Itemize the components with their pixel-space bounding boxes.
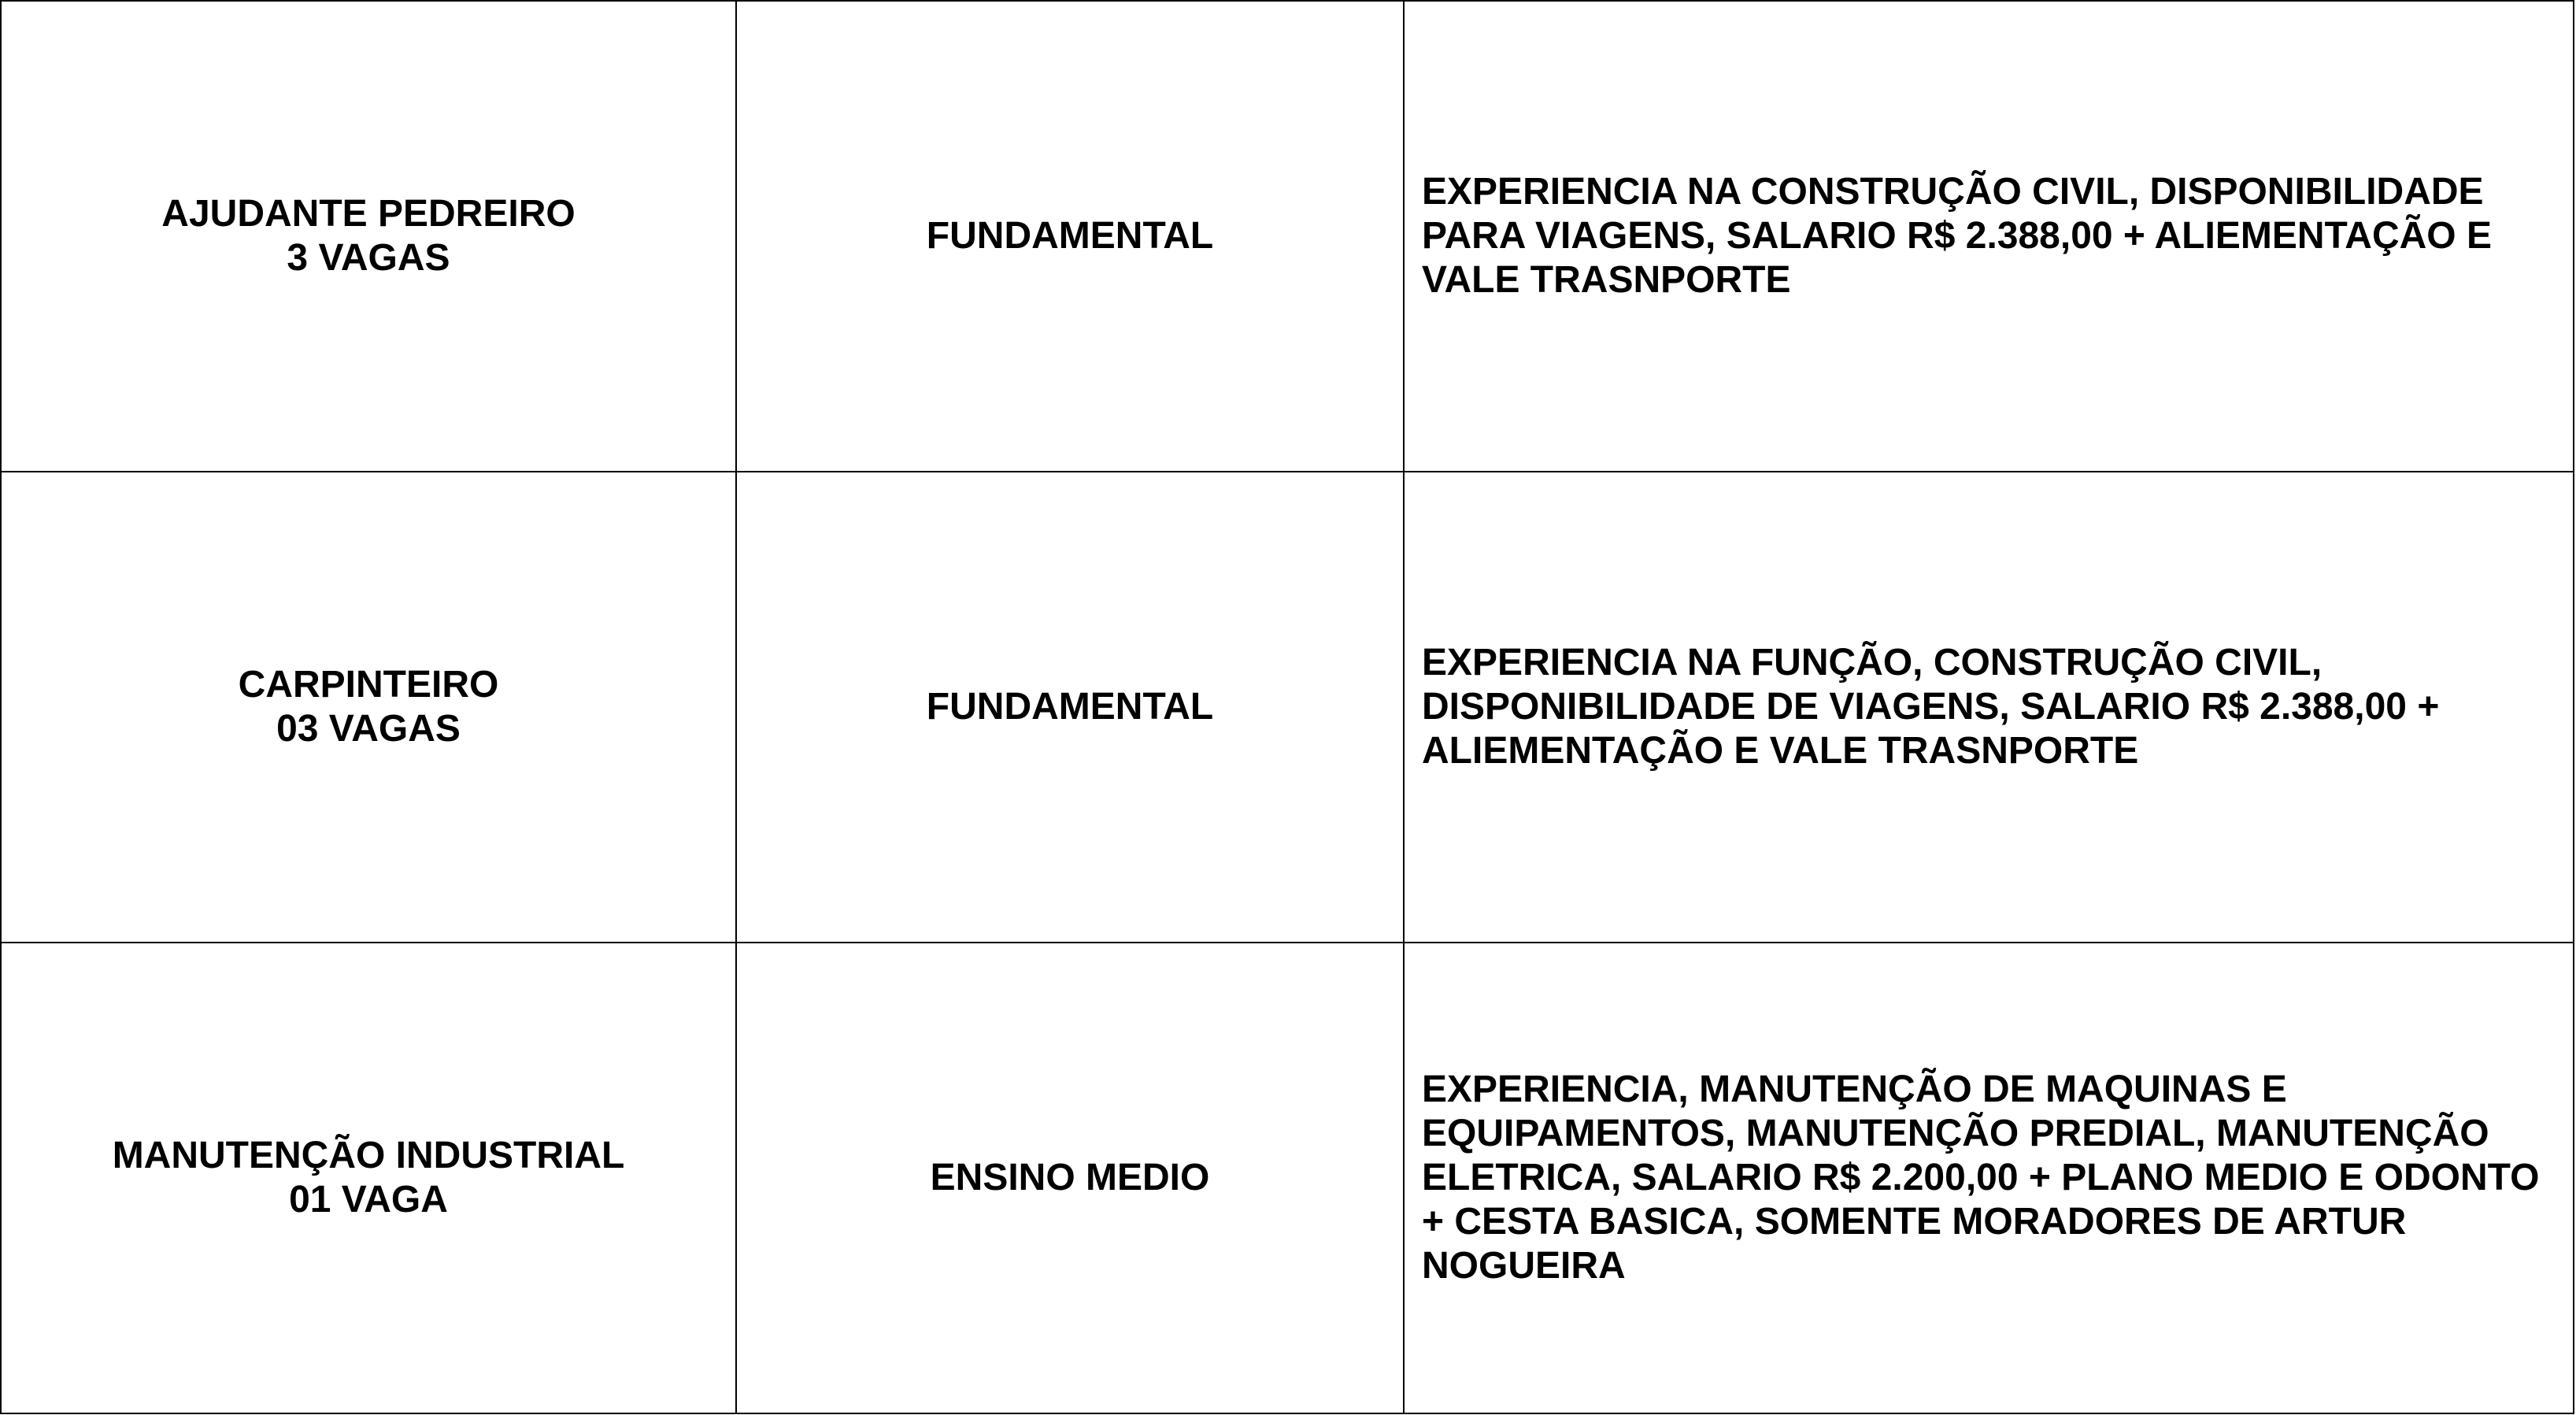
job-listings-body [1, 1, 2574, 1413]
job-title: MANUTENÇÃO INDUSTRIAL [112, 1135, 625, 1176]
job-title-cell [1, 1, 736, 472]
description-cell [1404, 943, 2574, 1413]
job-title: CARPINTEIRO [238, 664, 499, 706]
education-level: FUNDAMENTAL [926, 215, 1214, 257]
job-description: EXPERIENCIA NA FUNÇÃO, CONSTRUÇÃO CIVIL, DISPONIBILIDADE DE VIAGENS, SALARIO R$ 2.388,00 + ALIEMENTAÇÃO E VALE TRASNPORTE [1422, 642, 2440, 772]
job-vacancies: 3 VAGAS [287, 237, 450, 279]
job-title-cell [1, 943, 736, 1413]
table-row [1, 943, 2574, 1413]
job-vacancies: 01 VAGA [289, 1179, 448, 1221]
education-level: FUNDAMENTAL [926, 686, 1214, 728]
job-description: EXPERIENCIA NA CONSTRUÇÃO CIVIL, DISPONIBILIDADE PARA VIAGENS, SALARIO R$ 2.388,00 + ALIEMENTAÇÃO E VALE TRASNPORTE [1422, 171, 2492, 301]
job-title: AJUDANTE PEDREIRO [161, 193, 576, 235]
job-vacancies: 03 VAGAS [276, 708, 461, 750]
table-row [1, 472, 2574, 943]
job-description: EXPERIENCIA, MANUTENÇÃO DE MAQUINAS E EQUIPAMENTOS, MANUTENÇÃO PREDIAL, MANUTENÇÃO ELETRICA, SALARIO R$ 2.200,00 + PLANO MEDIO E ODONTO + CESTA BASICA, SOMENTE MORADORES DE ARTUR NOGUEIRA [1422, 1069, 2540, 1287]
education-cell [736, 943, 1404, 1413]
education-level: ENSINO MEDIO [930, 1157, 1210, 1198]
education-cell [736, 1, 1404, 472]
education-cell [736, 472, 1404, 943]
job-title-cell [1, 472, 736, 943]
description-cell [1404, 472, 2574, 943]
table-row [1, 1, 2574, 472]
description-cell [1404, 1, 2574, 472]
